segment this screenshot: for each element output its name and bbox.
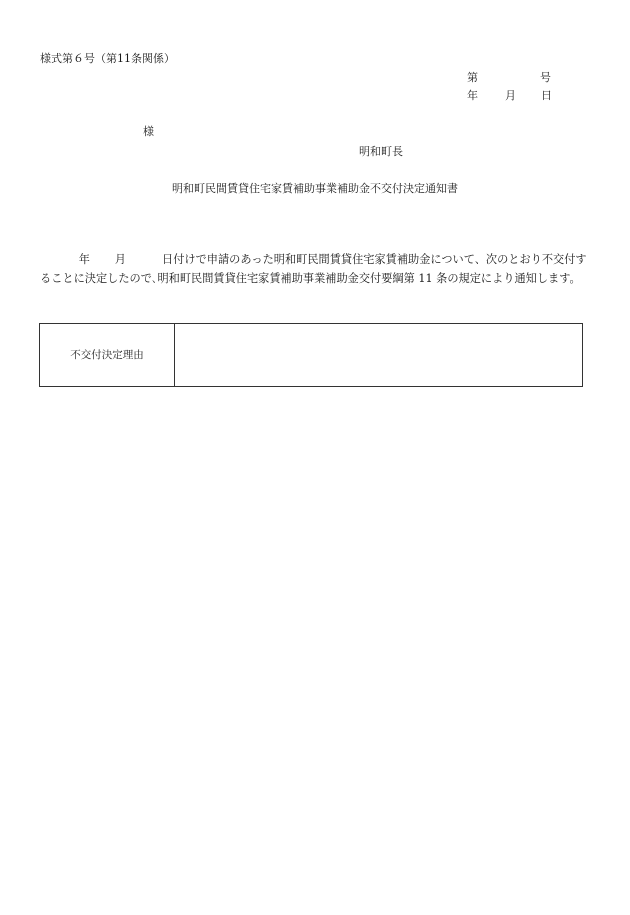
issue-number-prefix: 第: [467, 71, 478, 84]
issue-date-year: 年: [467, 89, 478, 102]
body-month: 月: [114, 253, 126, 266]
form-number: 様式第６号（第11条関係）: [40, 52, 175, 65]
issue-number-suffix: 号: [540, 71, 551, 84]
document-title: 明和町民間賃貸住宅家賃補助事業補助金不交付決定通知書: [172, 182, 458, 195]
addressee: 様: [143, 125, 154, 138]
issue-date-day: 日: [541, 89, 552, 102]
reason-table: [39, 323, 583, 387]
body-year: 年: [78, 253, 90, 266]
body-text: [40, 250, 588, 288]
reason-value: [175, 324, 583, 387]
issue-number: [467, 71, 551, 86]
sender: 明和町長: [359, 145, 403, 158]
body-paragraph: 日付けで申請のあった明和町民間賃貸住宅家賃補助金について、次のとおり不交付することに決定したので､明和町民間賃貸住宅家賃補助事業補助金交付要綱第 11 条の規定により通知します。: [40, 253, 587, 285]
issue-date-month: 月: [505, 89, 516, 102]
table-row: [40, 324, 583, 387]
reason-label: 不交付決定理由: [40, 324, 175, 387]
